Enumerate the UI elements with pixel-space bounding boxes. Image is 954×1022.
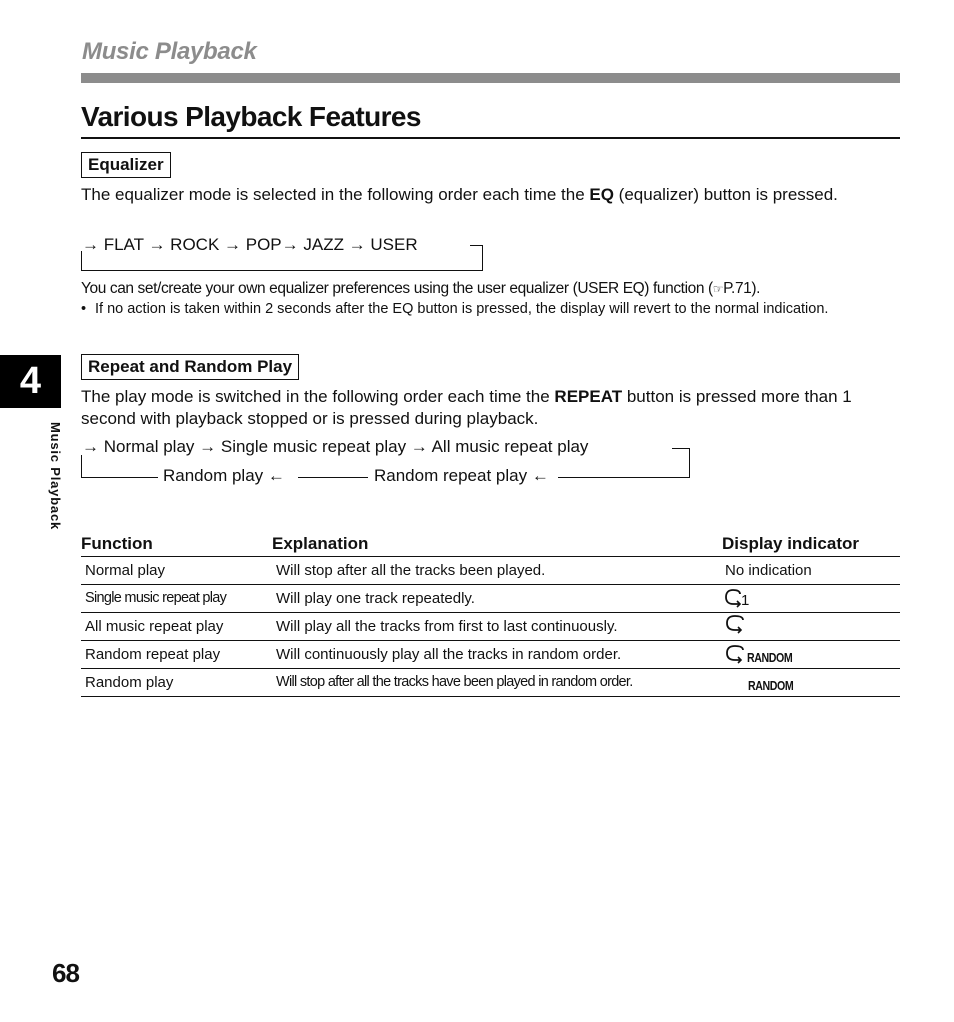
repeat-paragraph-text: The play mode is switched in the following order each time the — [81, 387, 555, 406]
cell-explanation: Will stop after all the tracks have been played in random order. — [276, 674, 633, 690]
repeat-button-name: REPEAT — [554, 387, 623, 406]
section-header: Music Playback — [82, 38, 257, 65]
flow-line — [81, 270, 483, 271]
table-row — [81, 669, 900, 697]
equalizer-paragraph-text-end: (equalizer) button is pressed. — [613, 185, 838, 204]
flow-line — [558, 477, 690, 478]
repeat-flow-random: Random play ← — [163, 466, 285, 485]
cell-explanation: Will continuously play all the tracks in random order. — [276, 646, 622, 663]
table-row — [81, 557, 900, 585]
flow-line — [81, 477, 158, 478]
eq-button-name: EQ — [589, 185, 614, 204]
cell-function: Random play — [85, 674, 174, 691]
title-rule — [81, 137, 900, 139]
repeat-icon — [725, 645, 745, 665]
repeat-paragraph — [81, 386, 911, 430]
flow-line — [689, 448, 690, 478]
flow-line — [482, 245, 483, 271]
cell-indicator — [746, 673, 801, 693]
cell-indicator — [725, 589, 749, 609]
page-title: Various Playback Features — [81, 101, 421, 132]
equalizer-flow: → FLAT → ROCK → POP→ JAZZ → USER — [82, 235, 418, 254]
cell-indicator — [725, 615, 745, 635]
cell-function: Random repeat play — [85, 646, 221, 663]
table-row — [81, 613, 900, 641]
equalizer-heading: Equalizer — [81, 152, 171, 178]
table-header — [81, 532, 900, 557]
page-reference[interactable]: P.71 — [723, 280, 752, 297]
equalizer-paragraph — [81, 184, 900, 206]
equalizer-paragraph-text: The equalizer mode is selected in the following order each time the — [81, 185, 590, 204]
cell-function: Single music repeat play — [85, 590, 227, 606]
repeat-flow-top: → Normal play → Single music repeat play → All music repeat play — [82, 437, 589, 456]
random-indicator-text: RANDOM — [748, 679, 794, 693]
chapter-number: 4 — [19, 360, 42, 402]
cell-indicator: No indication — [725, 562, 812, 579]
play-mode-table — [81, 532, 900, 697]
cell-explanation: Will play all the tracks from first to last continuously. — [276, 618, 618, 635]
repeat-all-icon — [725, 615, 745, 635]
user-eq-note-end: ). — [751, 280, 761, 297]
cell-function: All music repeat play — [85, 618, 224, 635]
flow-line — [81, 251, 82, 271]
repeat-flow-random-repeat: Random repeat play ← — [374, 466, 549, 485]
bullet-mark: • — [81, 301, 87, 317]
flow-line — [81, 455, 82, 478]
flow-line — [298, 477, 368, 478]
random-indicator-text: RANDOM — [747, 651, 793, 665]
user-eq-note — [81, 279, 760, 299]
table-row — [81, 641, 900, 669]
page-number: 68 — [52, 958, 79, 988]
column-header-display-indicator: Display indicator — [722, 534, 859, 553]
flow-line — [672, 448, 690, 449]
repeat-one-digit: 1 — [741, 592, 750, 609]
user-eq-note-text: You can set/create your own equalizer preferences using the user equalizer (USER EQ) function ( — [81, 280, 713, 297]
header-bar — [81, 73, 900, 83]
side-section-label: Music Playback — [48, 422, 63, 531]
repeat-heading: Repeat and Random Play — [81, 354, 299, 380]
cell-explanation: Will play one track repeatedly. — [276, 590, 475, 607]
cell-function: Normal play — [85, 562, 166, 579]
column-header-function: Function — [81, 534, 153, 553]
table-row — [81, 585, 900, 613]
repeat-paragraph-text-end: button is pressed more than 1 second with playback stopped or is pressed during playback. — [81, 387, 852, 428]
column-header-explanation: Explanation — [272, 534, 369, 553]
cell-explanation: Will stop after all the tracks been played. — [276, 562, 546, 579]
cell-indicator — [725, 645, 800, 665]
pointing-hand-icon: ☞ — [712, 282, 724, 296]
bullet-note: If no action is taken within 2 seconds after the EQ button is pressed, the display will revert to the normal indication. — [95, 301, 829, 317]
